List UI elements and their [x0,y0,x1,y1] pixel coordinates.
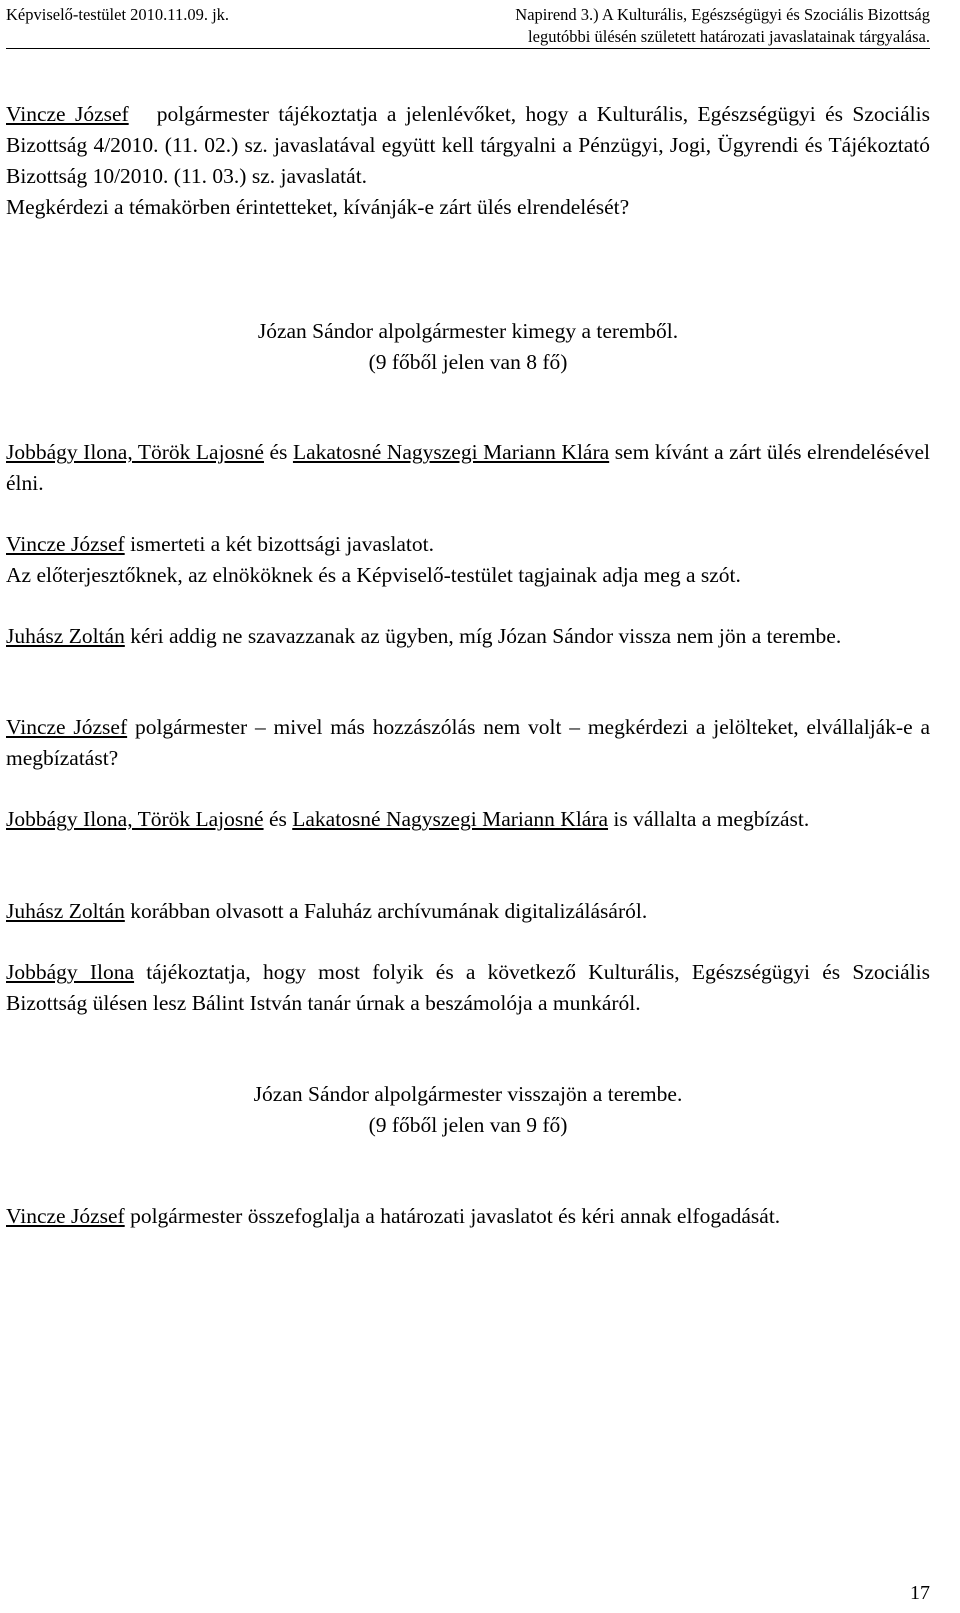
header-agenda-item [515,4,930,48]
speaker-name: Vincze József [6,102,129,126]
header-document-title: Képviselő-testület 2010.11.09. jk. [6,5,230,24]
speaker-name: Lakatosné Nagyszegi Mariann Klára [292,440,610,464]
page-number: 17 [910,1582,930,1604]
speaker-names: Jobbágy Ilona, Török Lajosné [6,807,264,831]
paragraph-text-line2: Az előterjesztőknek, az elnököknek és a Képviselő-testület tagjainak adja meg a szót. [6,563,741,587]
note-deputy-leaves [6,316,930,378]
paragraph-text: korábban olvasott a Faluház archívumának digitalizálásáról. [130,899,648,923]
conjunction: és [268,807,287,831]
paragraph-text: kéri addig ne szavazzanak az ügyben, míg Józan Sándor vissza nem jön a terembe. [130,624,842,648]
paragraph-candidates-asked [6,712,930,774]
page-header [6,4,930,49]
paragraph-text: tájékoztatja, hogy most folyik és a következő Kulturális, Egészségügyi és Szociális Bizottság ülésen lesz Bálint István tanár úrnak a beszámolója a munkáról. [6,960,931,1015]
note-deputy-returns [6,1079,930,1141]
speaker-name: Jobbágy Ilona [6,960,135,984]
header-agenda-line1: Napirend 3.) A Kulturális, Egészségügyi és Szociális Bizottság [515,5,930,24]
paragraph-archive [6,896,930,927]
paragraph-question: Megkérdezi a témakörben érintetteket, kívánják-e zárt ülés elrendelését? [6,195,630,219]
paragraph-summary [6,1201,930,1232]
paragraph-text: sem kívánt a zárt ülés elrendelésével élni. [6,440,930,495]
paragraph-text: ismerteti a két bizottsági javaslatot. [130,532,434,556]
conjunction: és [269,440,288,464]
paragraph-proposals [6,529,930,591]
speaker-name: Vincze József [6,1204,125,1228]
paragraph-closed-session [6,437,930,499]
paragraph-mandate-accepted [6,804,930,835]
note-line: Józan Sándor alpolgármester kimegy a teremből. [257,319,679,343]
speaker-name: Juhász Zoltán [6,624,125,648]
paragraph-text: polgármester összefoglalja a határozati javaslatot és kéri annak elfogadását. [130,1204,781,1228]
speaker-name: Vincze József [6,715,128,739]
paragraph-mayor-informs [6,99,930,223]
paragraph-text: polgármester – mivel más hozzászólás nem volt – megkérdezi a jelölteket, elvállalják-e a megbízatást? [6,715,931,770]
paragraph-vote-postpone [6,621,930,652]
note-line: Józan Sándor alpolgármester visszajön a terembe. [253,1082,683,1106]
speaker-name: Lakatosné Nagyszegi Mariann Klára [292,807,609,831]
speaker-name: Vincze József [6,532,125,556]
attendance-line: (9 főből jelen van 8 fő) [368,350,568,374]
header-agenda-line2: legutóbbi ülésén született határozati javaslatainak tárgyalása. [528,27,930,46]
speaker-names: Jobbágy Ilona, Török Lajosné [6,440,264,464]
paragraph-text: is vállalta a megbízást. [613,807,810,831]
paragraph-text: polgármester tájékoztatja a jelenlévőket, hogy a Kulturális, Egészségügyi és Szociális Bizottság 4/2010. (11. 02.) sz. javaslatával együtt kell tárgyalni a Pénzügyi, Jogi, Ügyrendi és Tájékoztató Bizottság 10/2010. (11. 03.) sz. javaslatát. [6,102,930,188]
paragraph-report [6,957,930,1019]
speaker-name: Juhász Zoltán [6,899,125,923]
attendance-line: (9 főből jelen van 9 fő) [368,1113,568,1137]
